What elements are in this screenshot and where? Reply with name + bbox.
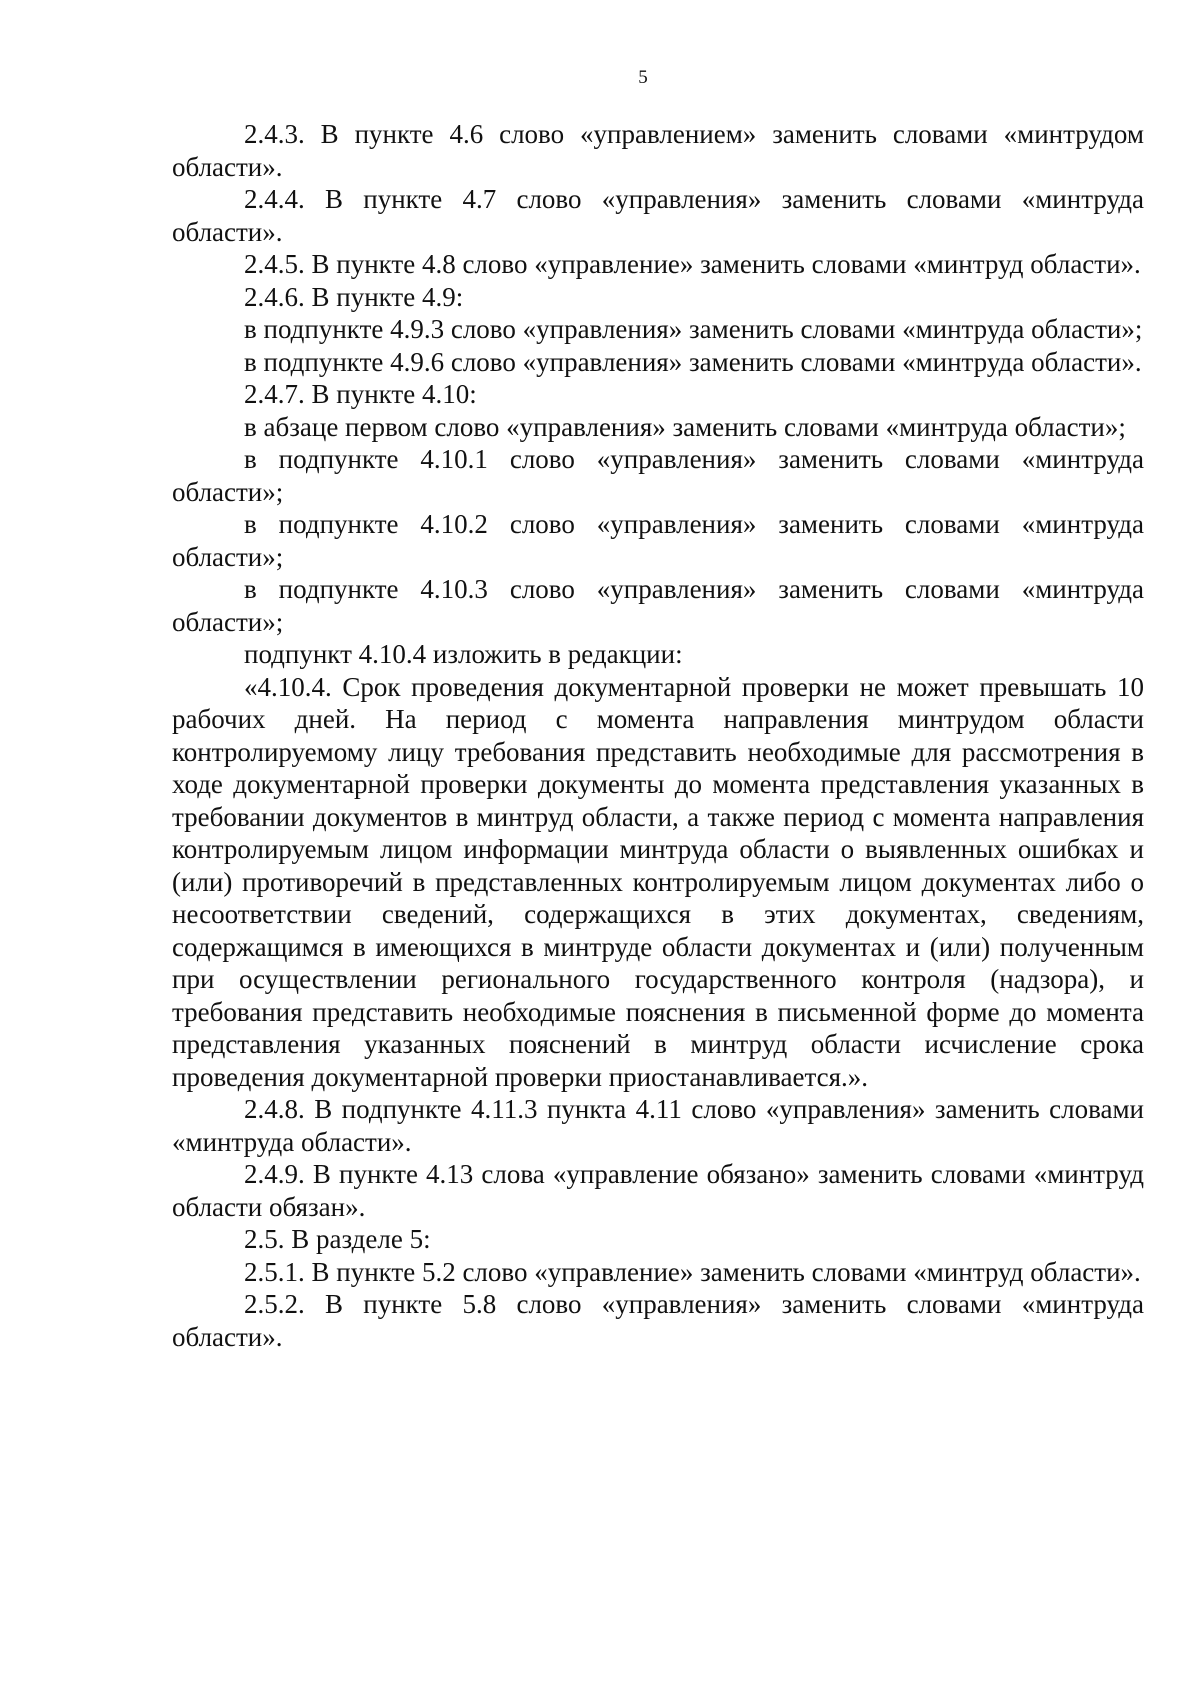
- paragraph-2-4-8: 2.4.8. В подпункте 4.11.3 пункта 4.11 слово «управления» заменить словами «минтруда области».: [172, 1094, 1144, 1157]
- paragraph-4-10-2: в подпункте 4.10.2 слово «управления» заменить словами «минтруда области»;: [172, 509, 1144, 572]
- paragraph-2-4-6: 2.4.6. В пункте 4.9:: [244, 281, 464, 312]
- paragraph-2-4-5: 2.4.5. В пункте 4.8 слово «управление» заменить словами «минтруд области».: [244, 249, 1141, 279]
- paragraph-4-9-6: в подпункте 4.9.6 слово «управления» заменить словами «минтруда области».: [244, 346, 1142, 377]
- paragraph-2-5: 2.5. В разделе 5:: [244, 1224, 431, 1254]
- paragraph-4-10-4-intro: подпункт 4.10.4 изложить в редакции:: [244, 639, 683, 669]
- paragraph-2-5-2: 2.5.2. В пункте 5.8 слово «управления» заменить словами «минтруда области».: [172, 1289, 1144, 1352]
- paragraph-2-4-9: 2.4.9. В пункте 4.13 слова «управление обязано» заменить словами «минтруд области обязан».: [172, 1159, 1144, 1222]
- document-page: [172, 62, 1144, 1353]
- paragraph-4-10-4-text: «4.10.4. Срок проведения документарной проверки не может превышать 10 рабочих дней. На период с момента направления минтрудом области контролируемому лицу требования представить необходимые для рассмотрения в ходе документарной проверки документы до момента представления указанных в требовании документов в минтруд области, а также период с момента направления контролируемым лицом информации минтруда области о выявленных ошибках и (или) противоречий в представленных контролируемым лицом документах либо о несоответствии сведений, содержащихся в этих документах, сведениям, содержащимся в имеющихся в минтруде области документах и (или) полученным при осуществлении регионального государственного контроля (надзора), и требования представить необходимые пояснения в письменной форме до момента представления указанных пояснений в минтруд области исчисление срока проведения документарной проверки приостанавливается.».: [172, 671, 1144, 1092]
- paragraph-4-10-1: в подпункте 4.10.1 слово «управления» заменить словами «минтруда области»;: [172, 444, 1144, 507]
- paragraph-2-4-3: 2.4.3. В пункте 4.6 слово «управлением» заменить словами «минтрудом области».: [172, 119, 1144, 182]
- paragraph-4-10-first: в абзаце первом слово «управления» заменить словами «минтруда области»;: [244, 411, 1126, 442]
- page-number: 5: [638, 67, 648, 88]
- paragraph-4-10-3: в подпункте 4.10.3 слово «управления» заменить словами «минтруда области»;: [172, 574, 1144, 637]
- paragraph-2-5-1: 2.5.1. В пункте 5.2 слово «управление» заменить словами «минтруд области».: [244, 1256, 1141, 1287]
- document-body: [172, 118, 1144, 1353]
- paragraph-2-4-7: 2.4.7. В пункте 4.10:: [244, 379, 477, 409]
- paragraph-4-9-3: в подпункте 4.9.3 слово «управления» заменить словами «минтруда области»;: [244, 314, 1143, 344]
- paragraph-2-4-4: 2.4.4. В пункте 4.7 слово «управления» заменить словами «минтруда области».: [172, 184, 1144, 247]
